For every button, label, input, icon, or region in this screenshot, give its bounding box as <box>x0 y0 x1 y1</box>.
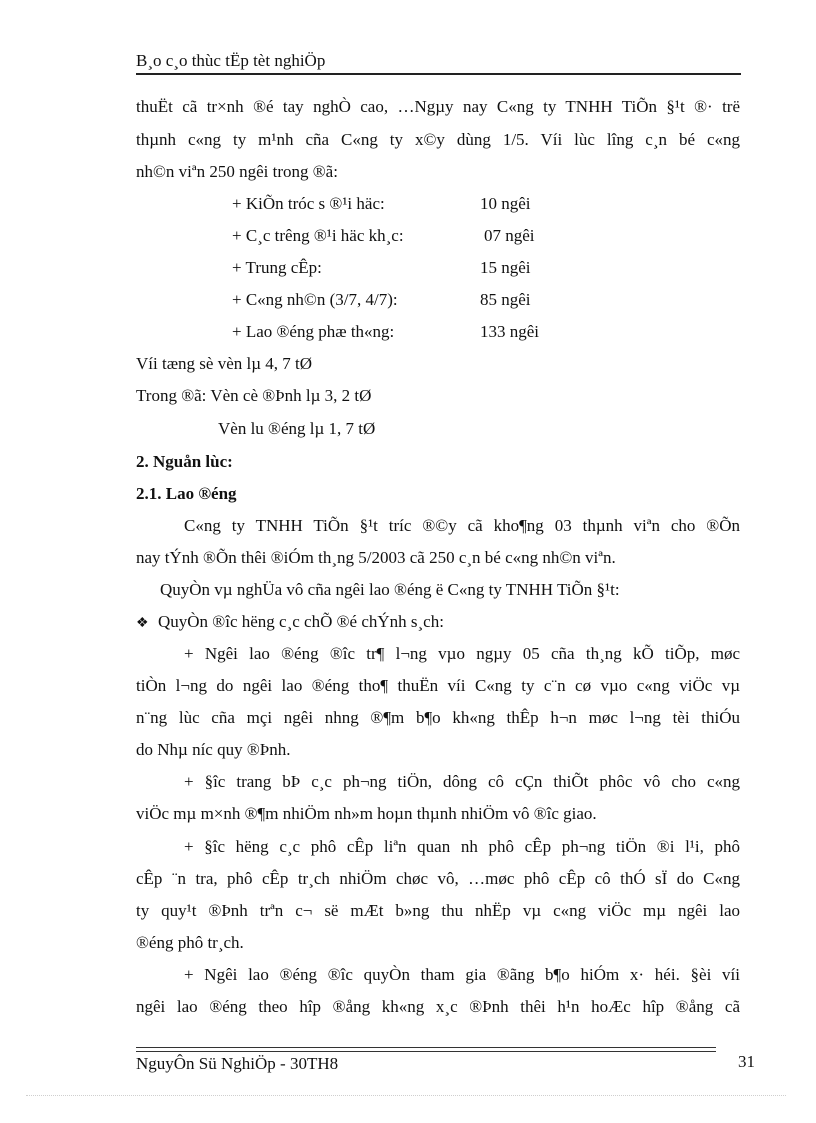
body-line: cÊp ¨n tra, phô cÊp tr¸ch nhiÖm chøc vô, …møc phô cÊp cô thÓ sÏ do C«ng <box>136 869 740 888</box>
body-line: QuyÒn vµ nghÜa vô cña ngêi lao ®éng ë C«ng ty TNHH TiÕn §¹t: <box>160 580 620 599</box>
bullet-item <box>136 611 444 635</box>
footer-rule <box>136 1047 716 1048</box>
body-line: thuËt cã tr×nh ®é tay nghÒ cao, …Ngµy nay C«ng ty TNHH TiÕn §¹t ®· trë <box>136 97 740 116</box>
staff-label: + Lao ®éng phæ th«ng: <box>232 322 395 341</box>
staff-count: 133 ngêi <box>480 322 540 341</box>
staff-count: 10 ngêi <box>480 194 531 213</box>
body-line: ngêi lao ®éng theo hîp ®ång kh«ng x¸c ®Þnh thêi h¹n hoÆc hîp ®ång cã <box>136 997 740 1016</box>
body-line: thµnh c«ng ty m¹nh cña C«ng ty x©y dùng 1/5. Víi lùc lîng c¸n bé c«ng <box>136 130 740 149</box>
body-line: + Ngêi lao ®éng ®îc tr¶ l¬ng vµo ngµy 05 cña th¸ng kÕ tiÕp, møc <box>184 644 740 663</box>
body-line: ®éng phô tr¸ch. <box>136 933 244 952</box>
capital-total: Víi tæng sè vèn lµ 4, 7 tØ <box>136 354 313 373</box>
page-number: 31 <box>738 1052 755 1071</box>
footer-author: NguyÔn Sü NghiÖp - 30TH8 <box>136 1054 339 1073</box>
capital-fixed: Trong ®ã: Vèn cè ®Þnh lµ 3, 2 tØ <box>136 386 372 405</box>
staff-label: + KiÕn tróc s ®¹i häc: <box>232 194 385 213</box>
body-line: tiÒn l¬ng do ngêi lao ®éng tho¶ thuËn víi C«ng ty c¨n cø vµo c«ng viÖc vµ <box>136 676 740 695</box>
body-line: n¨ng lùc cña mçi ngêi nhng ®¶m b¶o kh«ng thÊp h¬n møc l¬ng tèi thiÓu <box>136 708 740 727</box>
staff-count: 85 ngêi <box>480 290 531 309</box>
body-line: + §îc trang bÞ c¸c ph¬ng tiÖn, dông cô cÇn thiÕt phôc vô cho c«ng <box>184 772 740 791</box>
body-line: + Ngêi lao ®éng ®îc quyÒn tham gia ®ãng b¶o hiÓm x· héi. §èi víi <box>184 965 740 984</box>
page-header: B¸o c¸o thùc tËp tèt nghiÖp <box>136 50 741 75</box>
body-line: C«ng ty TNHH TiÕn §¹t tríc ®©y cã kho¶ng 03 thµnh viªn cho ®Õn <box>184 516 740 535</box>
staff-label: + Trung cÊp: <box>232 258 322 277</box>
staff-count: 15 ngêi <box>480 258 531 277</box>
staff-label: + C«ng nh©n (3/7, 4/7): <box>232 290 398 309</box>
body-line: + §îc hëng c¸c phô cÊp liªn quan nh phô cÊp ph¬ng tiÖn ®i l¹i, phô <box>184 837 740 856</box>
section-heading: 2. Nguån lùc: <box>136 452 233 471</box>
diamond-star-icon: ❖ <box>136 616 149 631</box>
body-line: nay tÝnh ®Õn thêi ®iÓm th¸ng 5/2003 cã 250 c¸n bé c«ng nh©n viªn. <box>136 548 616 567</box>
body-line: ty quy¹t ®Þnh trªn c¬ së mÆt b»ng thu nhËp vµ c«ng viÖc mµ ngêi lao <box>136 901 740 920</box>
body-line: nh©n viªn 250 ngêi trong ®ã: <box>136 162 338 181</box>
page-edge-divider <box>26 1095 786 1096</box>
subsection-heading: 2.1. Lao ®éng <box>136 484 237 503</box>
footer-rule <box>136 1051 716 1052</box>
body-line: do Nhµ níc quy ®Þnh. <box>136 740 291 759</box>
staff-count: 07 ngêi <box>484 226 535 245</box>
bullet-text: QuyÒn ®îc hëng c¸c chÕ ®é chÝnh s¸ch: <box>158 612 444 631</box>
capital-working: Vèn lu ®éng lµ 1, 7 tØ <box>218 419 376 438</box>
body-line: viÖc mµ m×nh ®¶m nhiÖm nh»m hoµn thµnh nhiÖm vô ®îc giao. <box>136 804 597 823</box>
staff-label: + C¸c trêng ®¹i häc kh¸c: <box>232 226 404 245</box>
